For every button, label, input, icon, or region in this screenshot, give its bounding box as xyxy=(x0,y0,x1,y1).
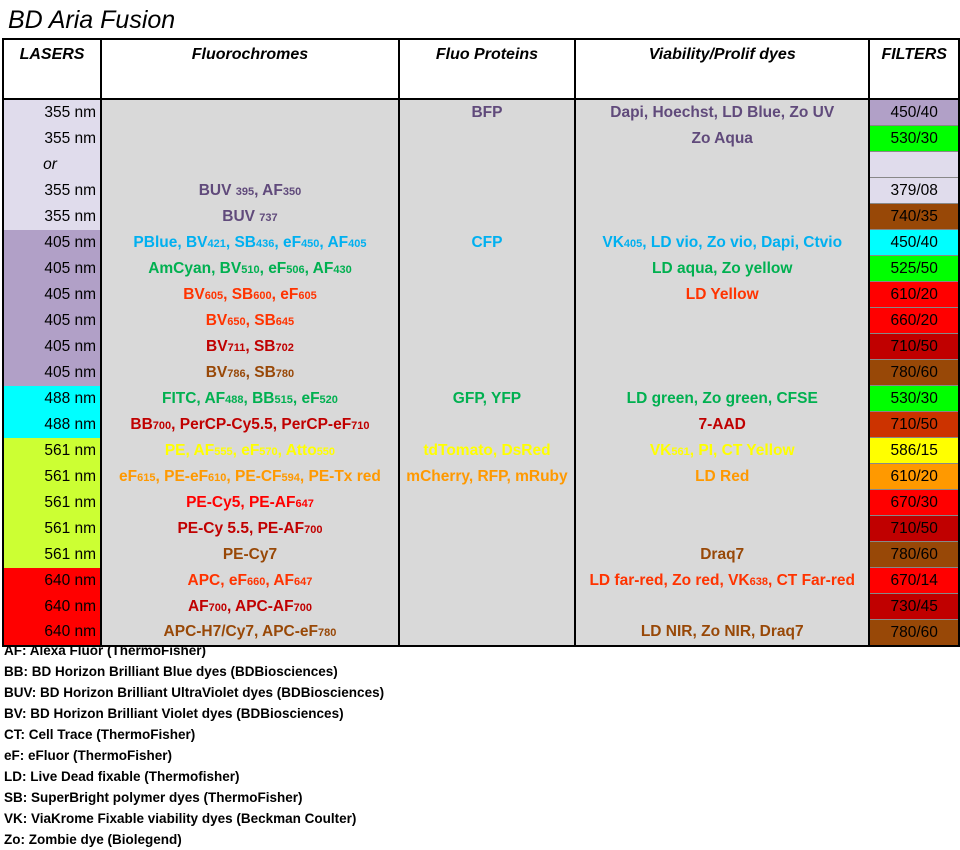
cell-text: BUV xyxy=(222,207,260,225)
cell-text: Dapi, Hoechst, LD Blue, Zo UV xyxy=(610,103,835,121)
subscript-text: 702 xyxy=(275,341,294,354)
legend-item: BV: BD Horizon Brilliant Violet dyes (BDBiosciences) xyxy=(4,706,344,721)
cell-text: APC-H7/Cy7, APC-eF xyxy=(163,623,318,641)
legend-item: BUV: BD Horizon Brilliant UltraViolet dyes (BDBiosciences) xyxy=(4,685,385,700)
subscript-text: 710 xyxy=(351,419,370,432)
table-row xyxy=(3,230,959,256)
fluo-protein-cell xyxy=(399,334,575,360)
filter-cell: 530/30 xyxy=(869,386,959,412)
cell-text: , SB xyxy=(245,337,276,355)
cell-text: PE-Cy 5.5, PE-AF xyxy=(177,519,305,537)
subscript-text: 647 xyxy=(294,575,313,588)
filter-cell: 450/40 xyxy=(869,230,959,256)
subscript-text: 605 xyxy=(204,289,224,302)
laser-cell: 405 nm xyxy=(3,360,101,386)
filter-cell: 710/50 xyxy=(869,412,959,438)
laser-cell: 488 nm xyxy=(3,386,101,412)
laser-cell: 405 nm xyxy=(3,308,101,334)
viability-cell xyxy=(575,516,869,542)
filter-cell: 586/15 xyxy=(869,438,959,464)
cell-text: Zo Aqua xyxy=(691,129,753,147)
laser-cell: or xyxy=(3,152,101,178)
laser-cell: 355 nm xyxy=(3,126,101,152)
subscript-text: 700 xyxy=(208,601,227,614)
filter-cell: 670/14 xyxy=(869,568,959,594)
subscript-text: 647 xyxy=(295,497,314,510)
laser-cell: 405 nm xyxy=(3,282,101,308)
fluorochrome-cell xyxy=(101,282,399,308)
fluo-protein-cell xyxy=(399,464,575,490)
cell-text: LD aqua, Zo yellow xyxy=(652,259,793,277)
cell-text: , PE-Tx red xyxy=(299,467,381,485)
laser-cell: 405 nm xyxy=(3,230,101,256)
table-row xyxy=(3,438,959,464)
subscript-text: 737 xyxy=(259,211,278,224)
table-row xyxy=(3,256,959,282)
table-row xyxy=(3,594,959,620)
fluo-protein-cell xyxy=(399,230,575,256)
viability-cell xyxy=(575,594,869,620)
cell-text: PE, AF xyxy=(164,441,215,459)
fluorochrome-cell xyxy=(101,386,399,412)
legend-item: CT: Cell Trace (ThermoFisher) xyxy=(4,727,196,742)
fluo-protein-cell xyxy=(399,594,575,620)
fluorochrome-cell xyxy=(101,126,399,152)
cell-text: , CT Far-red xyxy=(767,571,855,589)
subscript-text: 786 xyxy=(227,367,246,380)
laser-cell: 561 nm xyxy=(3,542,101,568)
fluo-protein-cell xyxy=(399,256,575,282)
subscript-text: 600 xyxy=(253,289,272,302)
cell-text: , Atto xyxy=(277,441,317,459)
laser-cell: 640 nm xyxy=(3,594,101,620)
fluo-protein-cell xyxy=(399,178,575,204)
legend-item: eF: eFluor (ThermoFisher) xyxy=(4,748,173,763)
laser-cell: 488 nm xyxy=(3,412,101,438)
viability-cell xyxy=(575,126,869,152)
fluo-protein-cell xyxy=(399,126,575,152)
fluo-protein-cell xyxy=(399,568,575,594)
viability-cell xyxy=(575,282,869,308)
subscript-text: 780 xyxy=(318,627,337,640)
table-row xyxy=(3,126,959,152)
page-title: BD Aria Fusion xyxy=(8,6,176,34)
table-row xyxy=(3,412,959,438)
table-row xyxy=(3,282,959,308)
subscript-text: 450 xyxy=(301,237,320,250)
viability-cell xyxy=(575,334,869,360)
header-filters: FILTERS xyxy=(869,39,959,99)
filter-cell: 660/20 xyxy=(869,308,959,334)
laser-cell: 561 nm xyxy=(3,516,101,542)
cell-text: , SB xyxy=(223,285,254,303)
cell-text: , eF xyxy=(271,285,299,303)
laser-cell: 405 nm xyxy=(3,334,101,360)
subscript-text: 510 xyxy=(241,263,260,276)
subscript-text: 550 xyxy=(316,445,336,458)
header-viability: Viability/Prolif dyes xyxy=(575,39,869,99)
table-row xyxy=(3,360,959,386)
fluo-protein-cell xyxy=(399,282,575,308)
cell-text: 7-AAD xyxy=(698,415,746,433)
cell-text: mCherry, RFP, mRuby xyxy=(406,467,568,485)
fluorochrome-cell xyxy=(101,490,399,516)
viability-cell xyxy=(575,490,869,516)
laser-cell: 561 nm xyxy=(3,490,101,516)
cell-text: , PE-CF xyxy=(226,467,282,485)
filter-cell: 610/20 xyxy=(869,282,959,308)
subscript-text: 711 xyxy=(227,341,246,354)
fluo-protein-cell xyxy=(399,308,575,334)
subscript-text: 650 xyxy=(227,315,246,328)
viability-cell xyxy=(575,464,869,490)
viability-cell xyxy=(575,99,869,126)
table-row xyxy=(3,99,959,126)
cell-text: BB xyxy=(130,415,153,433)
cell-text: , PE-eF xyxy=(155,467,209,485)
subscript-text: 520 xyxy=(319,393,338,406)
laser-cell: 640 nm xyxy=(3,620,101,647)
filter-cell: 379/08 xyxy=(869,178,959,204)
laser-cell: 355 nm xyxy=(3,178,101,204)
cell-text: LD NIR, Zo NIR, Draq7 xyxy=(640,623,804,641)
cell-text: BV xyxy=(205,311,228,329)
cell-text: , eF xyxy=(232,441,260,459)
cell-text: LD far-red, Zo red, VK xyxy=(589,571,750,589)
cell-text: , eF xyxy=(274,233,302,251)
fluorochrome-cell xyxy=(101,594,399,620)
legend-item: VK: ViaKrome Fixable viability dyes (Beckman Coulter) xyxy=(4,811,357,826)
subscript-text: 700 xyxy=(293,601,312,614)
cell-text: BUV xyxy=(198,181,236,199)
cell-text: VK xyxy=(649,441,672,459)
cell-text: PE-Cy7 xyxy=(222,545,278,563)
cell-text: BFP xyxy=(471,103,503,121)
fluo-protein-cell xyxy=(399,386,575,412)
subscript-text: 405 xyxy=(623,237,643,250)
cell-text: , AF xyxy=(265,571,295,589)
fluo-protein-cell xyxy=(399,542,575,568)
fluorochrome-cell xyxy=(101,542,399,568)
cell-text: AF xyxy=(187,597,209,615)
subscript-text: 405 xyxy=(348,237,367,250)
subscript-text: 395 xyxy=(235,185,255,198)
cell-text: Draq7 xyxy=(700,545,745,563)
laser-cell: 640 nm xyxy=(3,568,101,594)
cell-text: , eF xyxy=(259,259,287,277)
fluorochrome-cell xyxy=(101,464,399,490)
table-row xyxy=(3,542,959,568)
subscript-text: 700 xyxy=(304,523,323,536)
fluo-protein-cell xyxy=(399,438,575,464)
subscript-text: 660 xyxy=(246,575,266,588)
cell-text: , LD vio, Zo vio, Dapi, Ctvio xyxy=(642,233,843,251)
fluorochrome-cell xyxy=(101,99,399,126)
subscript-text: 506 xyxy=(286,263,305,276)
cell-text: PBlue, BV xyxy=(133,233,208,251)
table-row xyxy=(3,568,959,594)
fluo-protein-cell xyxy=(399,412,575,438)
table-row xyxy=(3,152,959,178)
header-fluo-proteins: Fluo Proteins xyxy=(399,39,575,99)
cell-text: , AF xyxy=(254,181,283,199)
fluorochrome-cell xyxy=(101,308,399,334)
cell-text: LD Yellow xyxy=(685,285,759,303)
subscript-text: 561 xyxy=(671,445,690,458)
cell-text: LD green, Zo green, CFSE xyxy=(626,389,818,407)
cell-text: , AF xyxy=(319,233,349,251)
viability-cell xyxy=(575,204,869,230)
filter-cell: 710/50 xyxy=(869,516,959,542)
cell-text: VK xyxy=(602,233,624,251)
subscript-text: 436 xyxy=(256,237,275,250)
fluo-protein-cell xyxy=(399,99,575,126)
cell-text: AmCyan, BV xyxy=(148,259,242,277)
filter-cell: 780/60 xyxy=(869,360,959,386)
abbreviation-legend xyxy=(4,640,384,850)
subscript-text: 700 xyxy=(152,419,172,432)
fluorochrome-cell xyxy=(101,204,399,230)
viability-cell xyxy=(575,542,869,568)
cell-text: , AF xyxy=(304,259,334,277)
cell-text: eF xyxy=(119,467,138,485)
cell-text: , PI, CT Yellow xyxy=(689,441,795,459)
cell-text: GFP, YFP xyxy=(452,389,522,407)
cell-text: FITC, AF xyxy=(161,389,226,407)
filter-cell: 525/50 xyxy=(869,256,959,282)
laser-cell: 355 nm xyxy=(3,204,101,230)
fluorochrome-cell xyxy=(101,230,399,256)
viability-cell xyxy=(575,568,869,594)
table-row xyxy=(3,386,959,412)
table-row xyxy=(3,516,959,542)
fluorochrome-cell xyxy=(101,360,399,386)
cell-text: APC, eF xyxy=(187,571,247,589)
cell-text: , SB xyxy=(245,363,276,381)
subscript-text: 615 xyxy=(137,471,156,484)
filter-cell: 450/40 xyxy=(869,99,959,126)
fluo-protein-cell xyxy=(399,360,575,386)
filter-cell: 780/60 xyxy=(869,542,959,568)
legend-item: AF: Alexa Fluor (ThermoFisher) xyxy=(4,643,207,658)
fluorochrome-cell xyxy=(101,412,399,438)
cell-text: BV xyxy=(183,285,205,303)
table-header-row xyxy=(3,39,959,99)
laser-cell: 561 nm xyxy=(3,464,101,490)
viability-cell xyxy=(575,386,869,412)
subscript-text: 555 xyxy=(214,445,233,458)
legend-item: LD: Live Dead fixable (Thermofisher) xyxy=(4,769,240,784)
laser-cell: 355 nm xyxy=(3,99,101,126)
cell-text: BV xyxy=(206,337,228,355)
fluorochrome-cell xyxy=(101,516,399,542)
viability-cell xyxy=(575,308,869,334)
legend-item: SB: SuperBright polymer dyes (ThermoFisher) xyxy=(4,790,303,805)
subscript-text: 645 xyxy=(275,315,295,328)
subscript-text: 570 xyxy=(259,445,278,458)
subscript-text: 488 xyxy=(225,393,244,406)
subscript-text: 594 xyxy=(281,471,300,484)
cell-text: PE-Cy5, PE-AF xyxy=(186,493,296,511)
cell-text: , APC-AF xyxy=(226,597,294,615)
fluorochrome-cell xyxy=(101,438,399,464)
viability-cell xyxy=(575,360,869,386)
filter-cell: 730/45 xyxy=(869,594,959,620)
table-row xyxy=(3,334,959,360)
subscript-text: 610 xyxy=(208,471,227,484)
subscript-text: 421 xyxy=(207,237,226,250)
fluorochrome-table xyxy=(2,38,960,647)
fluo-protein-cell xyxy=(399,620,575,647)
viability-cell xyxy=(575,230,869,256)
table-row xyxy=(3,178,959,204)
fluorochrome-cell xyxy=(101,256,399,282)
cell-text: , SB xyxy=(225,233,256,251)
fluo-protein-cell xyxy=(399,152,575,178)
fluo-protein-cell xyxy=(399,516,575,542)
fluorochrome-cell xyxy=(101,568,399,594)
fluo-protein-cell xyxy=(399,490,575,516)
cell-text: , BB xyxy=(243,389,275,407)
cell-text: , eF xyxy=(292,389,320,407)
viability-cell xyxy=(575,438,869,464)
filter-cell: 710/50 xyxy=(869,334,959,360)
table-row xyxy=(3,308,959,334)
fluorochrome-cell xyxy=(101,152,399,178)
laser-cell: 561 nm xyxy=(3,438,101,464)
subscript-text: 430 xyxy=(333,263,352,276)
fluo-protein-cell xyxy=(399,204,575,230)
subscript-text: 605 xyxy=(298,289,317,302)
viability-cell xyxy=(575,178,869,204)
cell-text: BV xyxy=(205,363,228,381)
subscript-text: 350 xyxy=(282,185,302,198)
table-row xyxy=(3,490,959,516)
fluorochrome-cell xyxy=(101,334,399,360)
filter-cell: 530/30 xyxy=(869,126,959,152)
viability-cell xyxy=(575,412,869,438)
subscript-text: 515 xyxy=(274,393,293,406)
filter-cell: 670/30 xyxy=(869,490,959,516)
cell-text: tdTomato, DsRed xyxy=(423,441,551,459)
filter-cell: 780/60 xyxy=(869,620,959,647)
cell-text: , PerCP-Cy5.5, PerCP-eF xyxy=(171,415,352,433)
subscript-text: 638 xyxy=(749,575,768,588)
cell-text: LD Red xyxy=(695,467,750,485)
cell-text: , SB xyxy=(245,311,276,329)
subscript-text: 780 xyxy=(275,367,295,380)
viability-cell xyxy=(575,152,869,178)
legend-item: BB: BD Horizon Brilliant Blue dyes (BDBiosciences) xyxy=(4,664,338,679)
laser-cell: 405 nm xyxy=(3,256,101,282)
table-row xyxy=(3,204,959,230)
header-lasers: LASERS xyxy=(3,39,101,99)
legend-item: Zo: Zombie dye (Biolegend) xyxy=(4,832,182,847)
header-fluorochromes: Fluorochromes xyxy=(101,39,399,99)
filter-cell: 740/35 xyxy=(869,204,959,230)
filter-cell xyxy=(869,152,959,178)
table-row xyxy=(3,464,959,490)
filter-cell: 610/20 xyxy=(869,464,959,490)
viability-cell xyxy=(575,256,869,282)
viability-cell xyxy=(575,620,869,647)
fluorochrome-cell xyxy=(101,178,399,204)
cell-text: CFP xyxy=(471,233,503,251)
